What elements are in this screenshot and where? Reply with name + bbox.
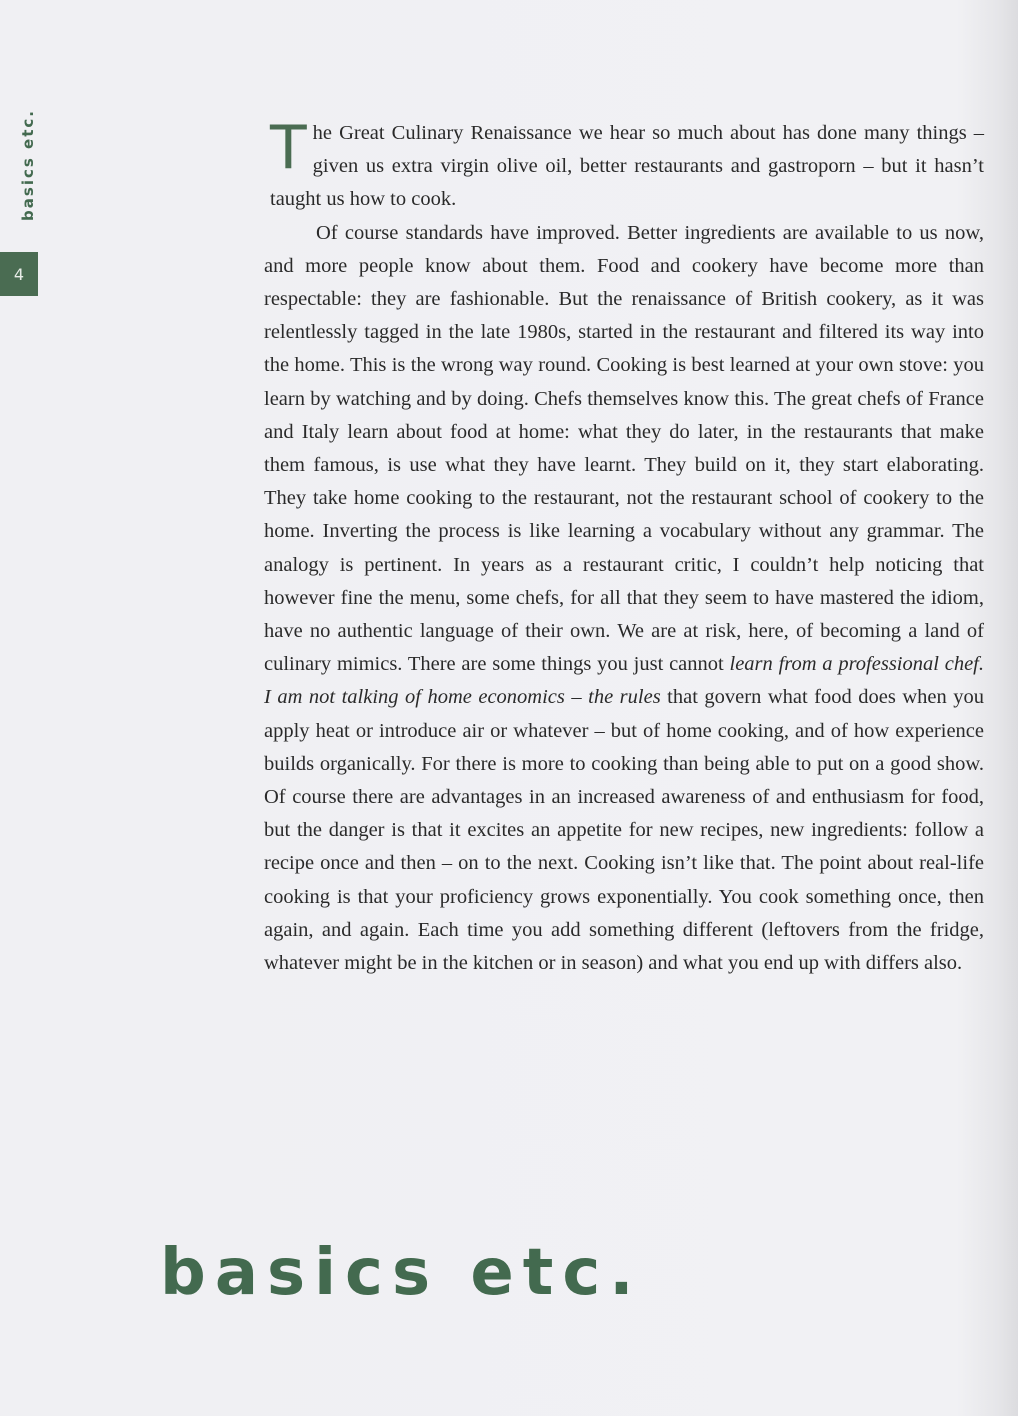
drop-cap: T (270, 113, 307, 183)
paragraph-2-text-a: Of course standards have improved. Better ingredients are available to us now, and more people know about them. Food and cookery have become more than respectable: they are fashionable. But the renaissance of British cookery, as it was relentlessly tagged in the late 1980s, started in the restaurant and filtered its way into the home. This is the wrong way round. Cooking is best learned at your own stove: you learn by watching and by doing. Chefs themselves know this. The great chefs of France and Italy learn about food at home: what they do later, in the restaurants that make them famous, is use what they have learnt. They build on it, they start elaborating. They take home cooking to the restaurant, not the restaurant school of cookery to the home. Inverting the process is like learning a vocabulary without any grammar. The analogy is pertinent. In years as a restaurant critic, I couldn’t help noticing that however fine the menu, some chefs, for all that they seem to have mastered the idiom, have no authentic language of their own. We are at risk, here, of becoming a land of culinary mimics. There are some things you just cannot (264, 221, 984, 676)
body-text (264, 113, 984, 980)
paragraph-2-text-b: that govern what food does when you apply heat or introduce air or whatever – but of home cooking, and of how experience builds organically. For there is more to cooking than being able to put on a good show. Of course there are advantages in an increased awareness of and enthusiasm for food, but the danger is that it excites an appetite for new recipes, new ingredients: follow a recipe once and then – on to the next. Cooking isn’t like that. The point about real-life cooking is that your proficiency grows exponentially. You cook something once, then again, and again. Each time you add something different (leftovers from the fridge, whatever might be in the kitchen or in season) and what you end up with differs also. (264, 686, 984, 975)
running-head (8, 100, 48, 230)
paragraph-2 (264, 217, 984, 981)
chapter-title: basics etc. (160, 1236, 643, 1310)
page-number: 4 (13, 264, 25, 284)
paragraph-2-italic-text: learn from a professional chef. I am not talking of home economics – the rules (264, 653, 984, 709)
paragraph-1-text: he Great Culinary Renaissance we hear so much about has done many things – given us extra virgin olive oil, better restaurants and gastroporn – but it hasn’t taught us how to cook. (270, 122, 984, 211)
running-head-text: basics etc. (19, 109, 37, 221)
page-number-tab (0, 252, 38, 296)
paragraph-1 (264, 113, 984, 217)
